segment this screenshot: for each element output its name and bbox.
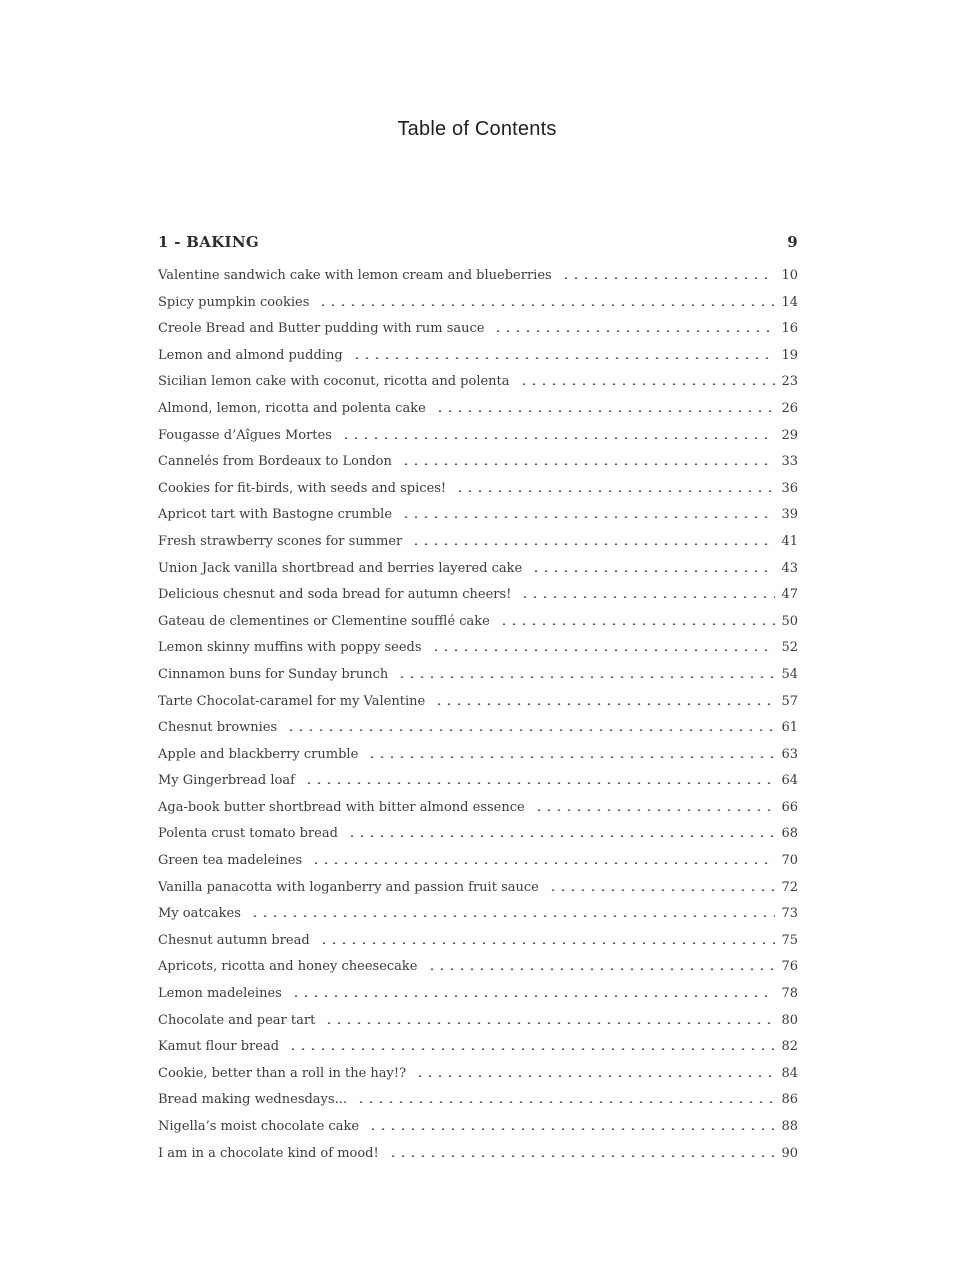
dot-leader: [352, 356, 775, 359]
dot-leader: [250, 914, 775, 917]
dot-leader: [434, 702, 775, 705]
toc-entry-row: [158, 1146, 798, 1173]
toc-entry-title: Valentine sandwich cake with lemon cream and blueberries: [158, 268, 552, 283]
dot-leader: [311, 861, 775, 864]
toc-content: [158, 233, 798, 1172]
toc-entry-page: 39: [781, 507, 798, 523]
toc-entry-page: 64: [781, 773, 798, 789]
page-title: Table of Contents: [397, 118, 557, 140]
dot-leader: [561, 276, 775, 279]
toc-entry-title: Delicious chesnut and soda bread for autumn cheers!: [158, 587, 512, 603]
toc-entry-page: 78: [781, 986, 798, 1002]
toc-entry-page: 80: [781, 1012, 798, 1028]
toc-entry-page: 86: [781, 1092, 798, 1108]
toc-entry-title: Bread making wednesdays...: [158, 1092, 347, 1108]
toc-entry-title: Cookie, better than a roll in the hay!?: [158, 1065, 407, 1081]
toc-entry-page: 47: [781, 587, 798, 603]
dot-leader: [493, 329, 775, 332]
toc-entry-page: 54: [781, 666, 798, 682]
toc-entry-row: [158, 1066, 798, 1093]
dot-leader: [319, 941, 775, 944]
dot-leader: [401, 462, 775, 465]
dot-leader: [520, 595, 775, 598]
toc-entry-row: [158, 694, 798, 721]
dot-leader: [367, 755, 775, 758]
dot-leader: [499, 622, 775, 625]
toc-entry-row: [158, 720, 798, 747]
toc-entry-title: Fougasse d’Aîgues Mortes: [158, 427, 332, 443]
toc-entry-row: [158, 295, 798, 322]
toc-entry-title: Tarte Chocolat-caramel for my Valentine: [158, 693, 426, 709]
toc-entry-row: [158, 667, 798, 694]
dot-leader: [415, 1074, 775, 1077]
toc-entry-page: 63: [781, 746, 798, 762]
toc-list: [158, 268, 798, 1172]
dot-leader: [431, 648, 775, 651]
toc-entry-title: Polenta crust tomato bread: [158, 826, 338, 842]
section-heading-page: 9: [787, 233, 798, 251]
toc-entry-page: 23: [781, 374, 798, 390]
dot-leader: [519, 382, 775, 385]
dot-leader: [411, 542, 775, 545]
toc-entry-row: [158, 587, 798, 614]
toc-entry-row: [158, 481, 798, 508]
section-heading: [158, 233, 798, 251]
toc-entry-title: I am in a chocolate kind of mood!: [158, 1145, 379, 1161]
toc-entry-page: 73: [781, 906, 798, 922]
dot-leader: [388, 1154, 775, 1157]
toc-entry-title: Lemon madeleines: [158, 986, 282, 1002]
toc-entry-row: [158, 853, 798, 880]
toc-entry-title: Nigella’s moist chocolate cake: [158, 1119, 360, 1134]
toc-entry-title: Aga-book butter shortbread with bitter almond essence: [158, 799, 525, 815]
toc-entry-row: [158, 747, 798, 774]
toc-entry-row: [158, 534, 798, 561]
toc-entry-title: Kamut flour bread: [158, 1039, 280, 1055]
toc-entry-row: [158, 1013, 798, 1040]
toc-entry-row: [158, 959, 798, 986]
toc-entry-row: [158, 826, 798, 853]
toc-entry-row: [158, 906, 798, 933]
toc-entry-row: [158, 986, 798, 1013]
section-heading-label: 1 - BAKING: [158, 233, 259, 251]
toc-entry-page: 29: [781, 427, 798, 443]
toc-entry-page: 75: [781, 932, 798, 948]
toc-entry-page: 50: [781, 613, 798, 629]
toc-entry-title: Apple and blackberry crumble: [158, 746, 359, 762]
toc-entry-title: Apricots, ricotta and honey cheesecake: [158, 959, 418, 975]
toc-entry-row: [158, 1092, 798, 1119]
toc-entry-page: 88: [781, 1119, 798, 1134]
toc-entry-row: [158, 1039, 798, 1066]
dot-leader: [427, 967, 776, 970]
dot-leader: [286, 728, 775, 731]
toc-entry-title: Cannelés from Bordeaux to London: [158, 454, 392, 470]
toc-entry-page: 10: [781, 268, 798, 283]
toc-entry-title: Chocolate and pear tart: [158, 1012, 316, 1028]
toc-entry-page: 68: [781, 826, 798, 842]
toc-entry-page: 70: [781, 853, 798, 869]
toc-entry-page: 36: [781, 480, 798, 496]
dot-leader: [548, 888, 775, 891]
toc-entry-page: 52: [781, 640, 798, 656]
toc-entry-row: [158, 428, 798, 455]
toc-entry-row: [158, 507, 798, 534]
dot-leader: [341, 436, 775, 439]
dot-leader: [356, 1100, 775, 1103]
dot-leader: [368, 1127, 775, 1130]
toc-entry-title: Apricot tart with Bastogne crumble: [158, 507, 393, 523]
toc-entry-page: 41: [781, 533, 798, 549]
toc-entry-page: 72: [781, 879, 798, 895]
toc-entry-page: 61: [781, 720, 798, 736]
toc-entry-row: [158, 614, 798, 641]
dot-leader: [288, 1047, 775, 1050]
toc-entry-page: 33: [781, 454, 798, 470]
toc-entry-page: 57: [781, 693, 798, 709]
dot-leader: [455, 489, 775, 492]
toc-entry-row: [158, 1119, 798, 1146]
toc-entry-row: [158, 268, 798, 295]
dot-leader: [435, 409, 775, 412]
toc-entry-page: 16: [781, 321, 798, 337]
dot-leader: [401, 515, 775, 518]
toc-entry-title: Green tea madeleines: [158, 853, 303, 869]
toc-entry-row: [158, 800, 798, 827]
toc-entry-row: [158, 561, 798, 588]
toc-entry-row: [158, 880, 798, 907]
toc-entry-row: [158, 454, 798, 481]
toc-entry-title: My oatcakes: [158, 906, 241, 922]
toc-entry-title: Union Jack vanilla shortbread and berries layered cake: [158, 560, 523, 576]
toc-entry-title: Lemon skinny muffins with poppy seeds: [158, 640, 422, 656]
toc-entry-title: My Gingerbread loaf: [158, 773, 295, 789]
toc-entry-row: [158, 933, 798, 960]
dot-leader: [347, 834, 775, 837]
toc-entry-title: Gateau de clementines or Clementine soufflé cake: [158, 613, 490, 629]
toc-entry-title: Almond, lemon, ricotta and polenta cake: [158, 400, 426, 416]
dot-leader: [534, 808, 775, 811]
toc-entry-page: 26: [781, 400, 798, 416]
toc-entry-title: Vanilla panacotta with loganberry and passion fruit sauce: [158, 879, 539, 895]
dot-leader: [531, 569, 775, 572]
toc-entry-page: 14: [781, 294, 798, 310]
toc-entry-title: Cinnamon buns for Sunday brunch: [158, 666, 389, 682]
toc-entry-title: Spicy pumpkin cookies: [158, 294, 310, 310]
toc-entry-page: 43: [781, 560, 798, 576]
dot-leader: [318, 303, 775, 306]
toc-entry-page: 84: [781, 1065, 798, 1081]
toc-entry-title: Sicilian lemon cake with coconut, ricotta and polenta: [158, 374, 510, 390]
toc-entry-row: [158, 401, 798, 428]
toc-entry-row: [158, 773, 798, 800]
dot-leader: [291, 994, 775, 997]
dot-leader: [304, 781, 775, 784]
toc-entry-title: Chesnut brownies: [158, 720, 278, 736]
toc-entry-row: [158, 640, 798, 667]
toc-entry-page: 19: [781, 347, 798, 363]
toc-entry-page: 90: [781, 1145, 798, 1161]
toc-entry-title: Cookies for fit-birds, with seeds and spices!: [158, 480, 447, 496]
toc-entry-title: Chesnut autumn bread: [158, 932, 310, 948]
dot-leader: [397, 675, 775, 678]
toc-entry-page: 76: [781, 959, 798, 975]
toc-entry-title: Creole Bread and Butter pudding with rum sauce: [158, 321, 485, 337]
toc-entry-title: Fresh strawberry scones for summer: [158, 533, 403, 549]
toc-entry-page: 82: [781, 1039, 798, 1055]
toc-entry-page: 66: [781, 799, 798, 815]
toc-entry-row: [158, 321, 798, 348]
toc-entry-title: Lemon and almond pudding: [158, 347, 343, 363]
toc-entry-row: [158, 348, 798, 375]
toc-entry-row: [158, 374, 798, 401]
dot-leader: [324, 1021, 775, 1024]
